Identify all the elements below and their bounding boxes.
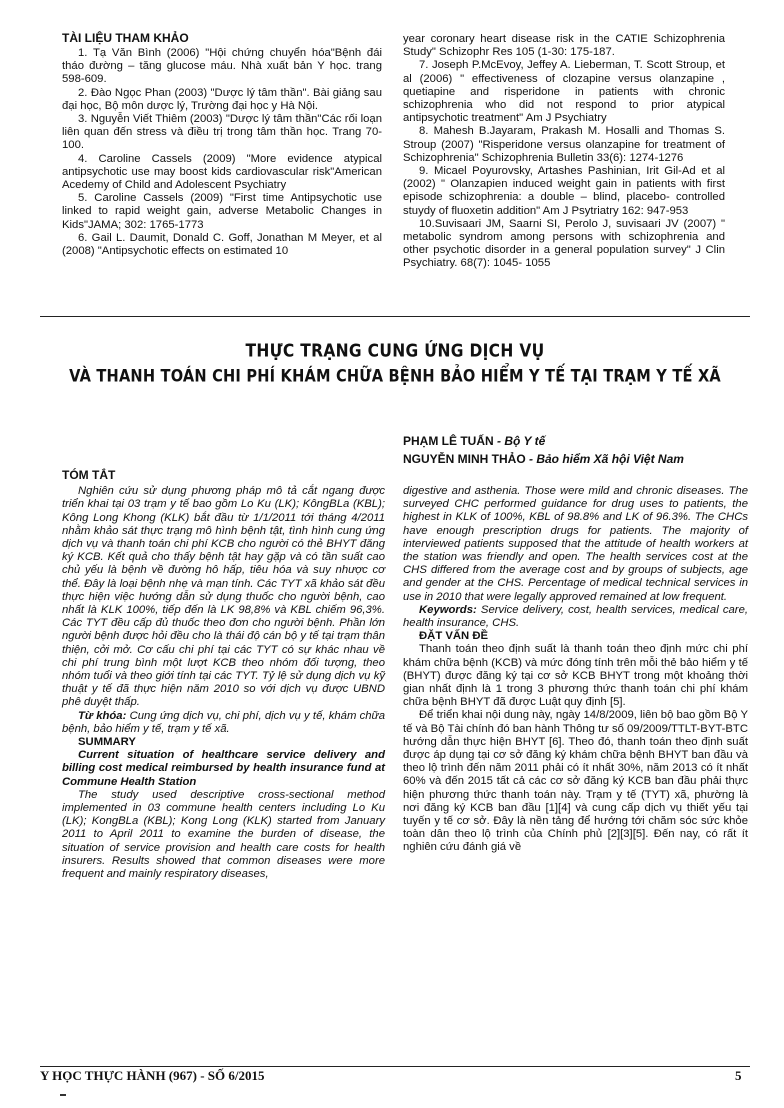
reference-7: 7. Joseph P.McEvoy, Jeffey A. Lieberman, T. Scott Stroup, et al (2006) " effectiveness of clozapine versus olanzapine , quetiapine and risperidone in patients with chronic schizophrenia who did not respond to prior atypical antipsychotic treatment" Am J Psychiatry <box>403 59 725 125</box>
abstract-vietnamese: Nghiên cứu sử dụng phương pháp mô tả cắt ngang được triển khai tại 03 trạm y tế bao gồm Lo Ku (LK); KôngBLa (KBL); Kông Long Khong (KLK) bắt đầu từ 1/1/2011 tới tháng 4/2011 nhằm khảo sát thực trạng mô hình bệnh tật, tình hình cung ứng dịch vụ và thanh toán chi phí KCB cho người có thẻ BHYT đăng ký KCB. Kết quả cho thấy bệnh tật hay gặp và có tần suất cao chủ yếu là bệnh về đường hô hấp, tiêu hóa và suy nhược cơ thể. Đây là loại bệnh nhẹ và mạn tính. Các TYT xã khảo sát đều thực hiện việc hướng dẫn sử dụng thuốc cho người bệnh, cao nhất là KLK 100%, tiếp đến là LK 98,8% và KBL chiếm 96,3%. Các TYT đều cấp đủ thuốc theo đơn cho người bệnh. Phần lớn người bệnh được hỏi đều cho là thái độ cán bộ y tế tại trạm thân thiện, cởi mở. Cơ cấu chi phí tại các TYT có sự khác nhau về chi phí trung bình một lượt KCB theo nhóm đối tượng, theo nhóm tuổi và theo giới tính tại các TYT. Tỷ lệ sử dụng dịch vụ kỹ thuật y tế đã thực hiện năm 2010 so với dịch vụ được UBND phê duyệt thấp. <box>62 485 385 709</box>
article-left-column <box>62 469 385 881</box>
summary-heading: SUMMARY <box>78 736 136 749</box>
page-number: 5 <box>735 1068 742 1083</box>
author-2-name: NGUYỄN MINH THẢO <box>403 452 526 466</box>
keywords-en-label: Keywords: <box>419 603 477 616</box>
reference-8: 8. Mahesh B.Jayaram, Prakash M. Hosalli and Thomas S. Stroup (2007) "Risperidone versus olanzapine for treatment of Schizophrenia" Schizophrenia Bulletin 33(6): 1274-1276 <box>403 125 725 164</box>
journal-footer: Y HỌC THỰC HÀNH (967) - SỐ 6/2015 <box>40 1068 265 1083</box>
summary-text-right: digestive and asthenia. Those were mild and chronic diseases. The surveyed CHC performed guidance for drug uses to patients, the highest in KLK of 100%, KBL of 98.8% and LK of 96.3%. The CHCs have enough prescription drugs for patients. The majority of interviewed patients supposed that the attitude of health workers at the station was friendly and open. The health services cost at the CHS differed from the average cost and by groups of subjects, age and gender at the CHS. Percentage of medical technical services in use in 2010 that were legally approved remained at low frequent. <box>403 485 748 603</box>
article-title-line-2: VÀ THANH TOÁN CHI PHÍ KHÁM CHỮA BỆNH BẢO HIỂM Y TẾ TẠI TRẠM Y TẾ XÃ <box>69 366 721 387</box>
article-title-line-1: THỰC TRẠNG CUNG ỨNG DỊCH VỤ <box>245 340 545 362</box>
footer-divider <box>40 1066 750 1067</box>
keywords-english <box>403 604 748 630</box>
reference-5: 5. Caroline Cassels (2009) "First time Antipsychotic use linked to rapid weight gain, adverse Metabolic Changes in Kids"JAMA; 302: 1765-1773 <box>62 192 382 231</box>
article-right-column <box>403 485 748 855</box>
references-heading: TÀI LIỆU THAM KHẢO <box>62 31 189 45</box>
reference-6: 6. Gail L. Daumit, Donald C. Goff, Jonathan M Meyer, et al (2008) "Antipsychotic effects on estimated 10 <box>62 231 382 258</box>
reference-2: 2. Đào Ngọc Phan (2003) "Dược lý tâm thần". Bài giảng sau đại học, Bộ môn dược lý, Trường đại học y Hà Nội. <box>62 86 382 112</box>
authors-block <box>403 432 763 468</box>
scan-mark <box>60 1094 66 1096</box>
keywords-vi-label: Từ khóa: <box>78 709 127 722</box>
author-2-affiliation: - Bảo hiểm Xã hội Việt Nam <box>525 452 684 466</box>
abstract-heading: TÓM TẮT <box>62 468 116 482</box>
author-1-affiliation: - Bộ Y tế <box>493 434 546 448</box>
author-1-name: PHẠM LÊ TUẤN <box>403 434 494 448</box>
reference-9: 9. Micael Poyurovsky, Artashes Pashinian, Irit Gil-Ad et al (2002) " Olanzapien induced weight gain in patients with first episode schizophrenia: a double – blind, placebo- controlled stuydy of fluoxetin addition" Am J Psytriatry 162: 947-953 <box>403 165 725 217</box>
reference-3: 3. Nguyễn Viết Thiêm (2003) "Dược lý tâm thần"Các rối loạn liên quan đến stress và điều trị trong tâm thần học. Trang 70-100. <box>62 113 382 152</box>
author-2 <box>403 450 763 468</box>
introduction-heading: ĐẶT VẤN ĐỀ <box>419 630 489 643</box>
introduction-paragraph-2: Để triển khai nội dung này, ngày 14/8/2009, liên bộ bao gồm Bộ Y tế và Bộ Tài chính đó ban hành Thông tư số 09/2009/TTLT-BYT-BTC hướng dẫn thực hiện BHYT [6]. Theo đó, thanh toán theo định suất được áp dụng tại cơ sở đăng ký khám chữa bệnh BHYT ban đầu và theo lộ trình đến năm 2011 phải có ít nhất 30%, năm 2013 có ít nhất 60% và đến 2015 tất cả các cơ sở đăng ký KCB ban đầu phải thực hiện phương thức thanh toán này. Trạm y tế (TYT) xã, phường là nơi đăng ký KCB ban đầu [1][4] và cung cấp dịch vụ thiết yếu tại tuyến y tế cơ sở. Đây là nền tảng để hướng tới chăm sóc sức khỏe toàn dân theo lộ trình của Chính phủ [2][3][5]. Đến nay, có rất ít nghiên cứu đánh giá về <box>403 709 748 854</box>
introduction-paragraph-1: Thanh toán theo định suất là thanh toán theo định mức chi phí khám chữa bệnh (KCB) và mức đóng tính trên mỗi thẻ bảo hiểm y tế (BHYT) được đăng ký tại cơ sở KCB BHYT trong một khoảng thời gian nhất định là 1 trong 3 phương thức thanh toán chi phí khám chữa bệnh BHYT đã được Luật quy định [5]. <box>403 643 748 709</box>
keywords-vi-text: Cung ứng dịch vụ, chi phí, dịch vụ y tế, khám chữa bệnh, bảo hiểm y tế, trạm y tế xã. <box>62 709 385 735</box>
reference-6-continuation: year coronary heart disease risk in the CATIE Schizophrenia Study" Schizophr Res 105 (1-30: 175-187. <box>403 33 725 59</box>
author-1 <box>403 432 763 450</box>
summary-title: Current situation of healthcare service delivery and billing cost medical reimbursed by health insurance fund at Commune Health Station <box>62 749 385 788</box>
summary-text-left: The study used descriptive cross-sectional method implemented in 03 commune health centers including Lo Ku (LK); KongBLa (KBL); Kong Long (KLK) started from January 2011 to April 2011 to examine the burden of disease, the situation of service provision and health care costs for health insurers. Results showed that common diseases were more frequent and mainly respiratory diseases, <box>62 788 385 881</box>
references-right-column <box>403 33 725 271</box>
references-left-column <box>62 47 382 258</box>
section-divider <box>40 316 750 317</box>
reference-10: 10.Suvisaari JM, Saarni SI, Perolo J, suvisaari JV (2007) " metabolic syndrom among persons with schizophrenia and other psychotic disorder in a general population survey" J Clin Psychiatry. 68(7): 1045- 1055 <box>403 217 725 270</box>
keywords-en-text: Service delivery, cost, health services, medical care, health insurance, CHS. <box>403 603 748 630</box>
reference-1: 1. Tạ Văn Bình (2006) "Hội chứng chuyển hóa"Bệnh đái tháo đường – tăng glucose máu. Nhà xuất bản Y học. trang 598-609. <box>62 47 382 86</box>
reference-4: 4. Caroline Cassels (2009) "More evidence atypical antipsychotic use may boost kids cardiovascular risk"American Acedemy of Child and Adolescent Psychiatry <box>62 152 382 192</box>
keywords-vietnamese <box>62 710 385 736</box>
article-title <box>40 338 750 390</box>
